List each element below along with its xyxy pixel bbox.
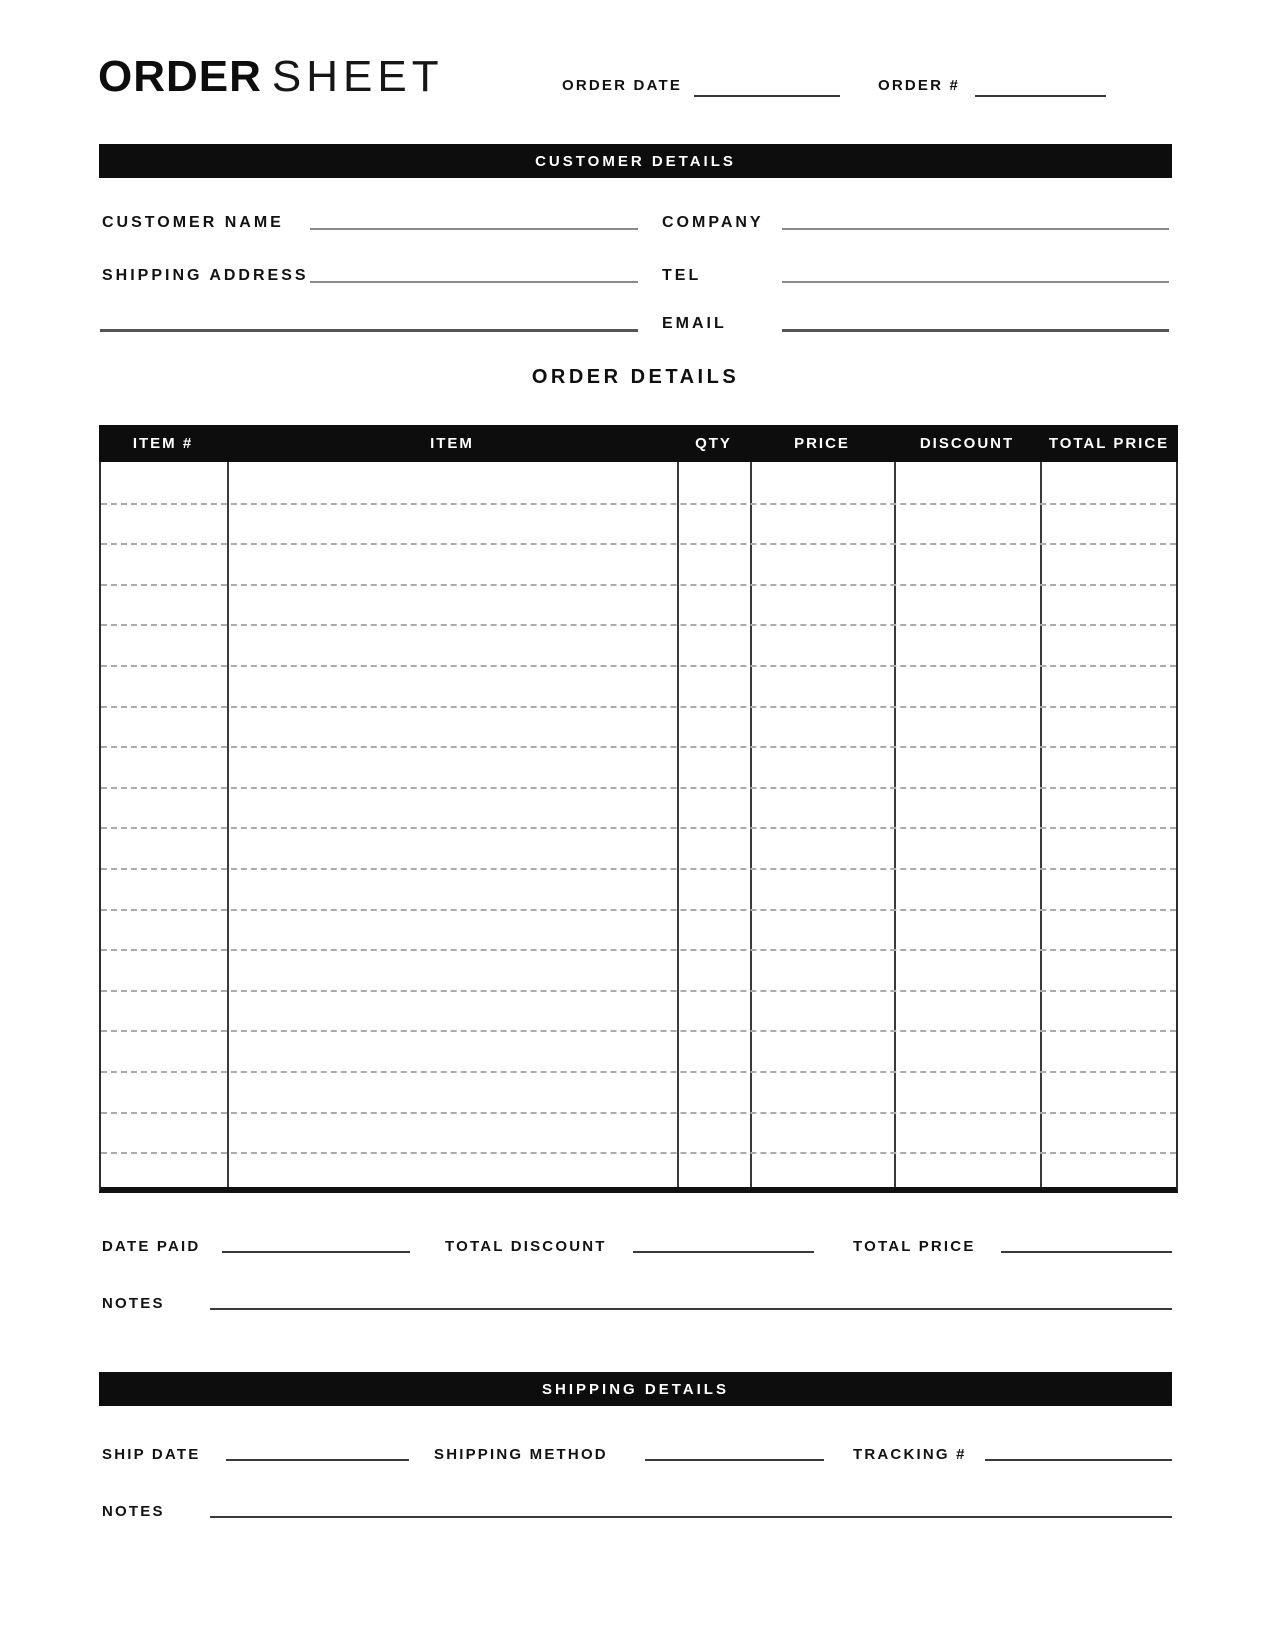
cell-total-price[interactable] (1040, 1114, 1176, 1153)
cell-item[interactable] (101, 1154, 227, 1193)
cell-item[interactable] (227, 708, 677, 747)
cell-item[interactable] (227, 992, 677, 1031)
order-table-empty-row (101, 827, 1176, 868)
cell-discount[interactable] (894, 789, 1040, 828)
cell-discount[interactable] (894, 505, 1040, 544)
order-number-field[interactable] (975, 95, 1106, 97)
ship-date-label: SHIP DATE (102, 1446, 201, 1463)
shipping-address-label: SHIPPING ADDRESS (102, 267, 309, 284)
cell-item[interactable] (227, 870, 677, 909)
cell-item[interactable] (101, 708, 227, 747)
cell-discount[interactable] (894, 829, 1040, 868)
cell-qty[interactable] (677, 870, 750, 909)
cell-total-price[interactable] (1040, 667, 1176, 706)
cell-price[interactable] (750, 1154, 894, 1193)
order-notes-label: NOTES (102, 1295, 165, 1312)
order-table-empty-row (101, 584, 1176, 625)
cell-price[interactable] (750, 1114, 894, 1153)
ship-date-field[interactable] (226, 1459, 409, 1461)
order-table-empty-row (101, 990, 1176, 1031)
cell-item[interactable] (227, 586, 677, 625)
order-table-empty-row (101, 462, 1176, 503)
cell-item[interactable] (101, 1114, 227, 1153)
cell-item[interactable] (101, 586, 227, 625)
column-header-total-price: TOTAL PRICE (1048, 435, 1170, 452)
cell-item[interactable] (227, 545, 677, 584)
cell-item[interactable] (101, 911, 227, 950)
cell-price[interactable] (750, 992, 894, 1031)
cell-price[interactable] (750, 951, 894, 990)
cell-discount[interactable] (894, 870, 1040, 909)
cell-qty[interactable] (677, 1073, 750, 1112)
cell-price[interactable] (750, 462, 894, 503)
page-title-bold: ORDER (98, 52, 262, 101)
cell-qty[interactable] (677, 708, 750, 747)
cell-qty[interactable] (677, 829, 750, 868)
page-title-light: SHEET (271, 52, 444, 101)
cell-qty[interactable] (677, 626, 750, 665)
cell-total-price[interactable] (1040, 789, 1176, 828)
cell-price[interactable] (750, 1032, 894, 1071)
customer-name-label: CUSTOMER NAME (102, 214, 284, 231)
cell-price[interactable] (750, 748, 894, 787)
tel-field[interactable] (782, 281, 1169, 283)
cell-item[interactable] (101, 789, 227, 828)
cell-qty[interactable] (677, 545, 750, 584)
cell-item[interactable] (101, 1073, 227, 1112)
cell-price[interactable] (750, 1073, 894, 1112)
cell-item[interactable] (101, 992, 227, 1031)
cell-price[interactable] (750, 626, 894, 665)
order-notes-field[interactable] (210, 1308, 1172, 1310)
cell-price[interactable] (750, 911, 894, 950)
order-number-label: ORDER # (878, 77, 961, 94)
cell-qty[interactable] (677, 951, 750, 990)
cell-price[interactable] (750, 667, 894, 706)
column-header-price: PRICE (794, 435, 850, 452)
cell-qty[interactable] (677, 505, 750, 544)
order-table-empty-row (101, 868, 1176, 909)
cell-total-price[interactable] (1040, 462, 1176, 503)
cell-item[interactable] (227, 462, 677, 503)
cell-price[interactable] (750, 586, 894, 625)
cell-item[interactable] (227, 626, 677, 665)
tel-label: TEL (662, 267, 702, 284)
cell-qty[interactable] (677, 1032, 750, 1071)
company-field[interactable] (782, 228, 1169, 230)
order-date-label: ORDER DATE (562, 77, 683, 94)
cell-total-price[interactable] (1040, 870, 1176, 909)
order-table-body (99, 462, 1178, 1193)
customer-name-field[interactable] (310, 228, 638, 230)
cell-item[interactable] (101, 462, 227, 503)
cell-price[interactable] (750, 708, 894, 747)
order-table-empty-row (101, 1112, 1176, 1153)
shipping-notes-field[interactable] (210, 1516, 1172, 1518)
cell-item[interactable] (101, 829, 227, 868)
cell-total-price[interactable] (1040, 708, 1176, 747)
cell-discount[interactable] (894, 545, 1040, 584)
customer-details-header: CUSTOMER DETAILS (99, 144, 1172, 178)
cell-qty[interactable] (677, 748, 750, 787)
column-header-item-number: ITEM # (132, 435, 194, 452)
order-date-field[interactable] (694, 95, 840, 97)
total-price-field[interactable] (1001, 1251, 1172, 1253)
cell-item[interactable] (227, 505, 677, 544)
order-table-empty-row (101, 624, 1176, 665)
cell-discount[interactable] (894, 626, 1040, 665)
order-table (99, 425, 1178, 1193)
cell-discount[interactable] (894, 667, 1040, 706)
cell-total-price[interactable] (1040, 1154, 1176, 1193)
date-paid-label: DATE PAID (102, 1238, 201, 1255)
shipping-notes-label: NOTES (102, 1503, 165, 1520)
shipping-details-header: SHIPPING DETAILS (99, 1372, 1172, 1406)
column-header-qty: QTY (695, 435, 732, 452)
tracking-number-label: TRACKING # (853, 1446, 967, 1463)
cell-item[interactable] (101, 667, 227, 706)
order-table-empty-row (101, 909, 1176, 950)
order-table-empty-row (101, 1152, 1176, 1193)
cell-total-price[interactable] (1040, 992, 1176, 1031)
cell-total-price[interactable] (1040, 1073, 1176, 1112)
cell-total-price[interactable] (1040, 545, 1176, 584)
shipping-address-field[interactable] (310, 281, 638, 283)
cell-discount[interactable] (894, 462, 1040, 503)
cell-price[interactable] (750, 789, 894, 828)
order-table-empty-row (101, 706, 1176, 747)
cell-price[interactable] (750, 505, 894, 544)
email-field[interactable] (782, 329, 1169, 332)
cell-qty[interactable] (677, 1114, 750, 1153)
cell-qty[interactable] (677, 911, 750, 950)
total-discount-field[interactable] (633, 1251, 814, 1253)
shipping-address-field-line2[interactable] (100, 329, 638, 332)
cell-price[interactable] (750, 545, 894, 584)
cell-discount[interactable] (894, 951, 1040, 990)
tracking-number-field[interactable] (985, 1459, 1172, 1461)
cell-total-price[interactable] (1040, 1032, 1176, 1071)
cell-total-price[interactable] (1040, 748, 1176, 787)
cell-discount[interactable] (894, 586, 1040, 625)
order-table-empty-row (101, 543, 1176, 584)
column-header-discount: DISCOUNT (919, 435, 1015, 452)
order-table-empty-row (101, 1071, 1176, 1112)
cell-discount[interactable] (894, 992, 1040, 1031)
order-table-empty-row (101, 1030, 1176, 1071)
cell-total-price[interactable] (1040, 505, 1176, 544)
page-title (98, 52, 444, 101)
cell-qty[interactable] (677, 586, 750, 625)
order-table-empty-row (101, 949, 1176, 990)
cell-discount[interactable] (894, 1073, 1040, 1112)
order-table-empty-row (101, 746, 1176, 787)
total-price-label: TOTAL PRICE (853, 1238, 976, 1255)
cell-discount[interactable] (894, 911, 1040, 950)
cell-discount[interactable] (894, 748, 1040, 787)
company-label: COMPANY (662, 214, 764, 231)
cell-item[interactable] (227, 829, 677, 868)
cell-item[interactable] (227, 1073, 677, 1112)
cell-item[interactable] (227, 1114, 677, 1153)
order-table-empty-row (101, 787, 1176, 828)
cell-item[interactable] (101, 545, 227, 584)
cell-qty[interactable] (677, 992, 750, 1031)
shipping-method-field[interactable] (645, 1459, 824, 1461)
cell-item[interactable] (101, 748, 227, 787)
column-header-item: ITEM (430, 435, 474, 452)
order-table-empty-row (101, 665, 1176, 706)
cell-qty[interactable] (677, 1154, 750, 1193)
cell-item[interactable] (227, 789, 677, 828)
cell-qty[interactable] (677, 789, 750, 828)
cell-discount[interactable] (894, 1154, 1040, 1193)
date-paid-field[interactable] (222, 1251, 410, 1253)
order-table-header (99, 425, 1178, 462)
cell-total-price[interactable] (1040, 951, 1176, 990)
cell-price[interactable] (750, 870, 894, 909)
order-details-heading: ORDER DETAILS (531, 366, 740, 388)
cell-item[interactable] (101, 951, 227, 990)
total-discount-label: TOTAL DISCOUNT (445, 1238, 607, 1255)
cell-item[interactable] (101, 870, 227, 909)
cell-item[interactable] (227, 1154, 677, 1193)
cell-qty[interactable] (677, 462, 750, 503)
order-table-empty-row (101, 503, 1176, 544)
cell-price[interactable] (750, 829, 894, 868)
cell-item[interactable] (101, 626, 227, 665)
cell-item[interactable] (101, 505, 227, 544)
cell-item[interactable] (101, 1032, 227, 1071)
cell-item[interactable] (227, 748, 677, 787)
cell-total-price[interactable] (1040, 586, 1176, 625)
cell-item[interactable] (227, 951, 677, 990)
cell-item[interactable] (227, 911, 677, 950)
cell-qty[interactable] (677, 667, 750, 706)
cell-discount[interactable] (894, 1114, 1040, 1153)
cell-total-price[interactable] (1040, 829, 1176, 868)
shipping-method-label: SHIPPING METHOD (434, 1446, 608, 1463)
cell-total-price[interactable] (1040, 911, 1176, 950)
cell-item[interactable] (227, 1032, 677, 1071)
cell-discount[interactable] (894, 708, 1040, 747)
cell-discount[interactable] (894, 1032, 1040, 1071)
cell-item[interactable] (227, 667, 677, 706)
cell-total-price[interactable] (1040, 626, 1176, 665)
email-label: EMAIL (662, 315, 727, 332)
